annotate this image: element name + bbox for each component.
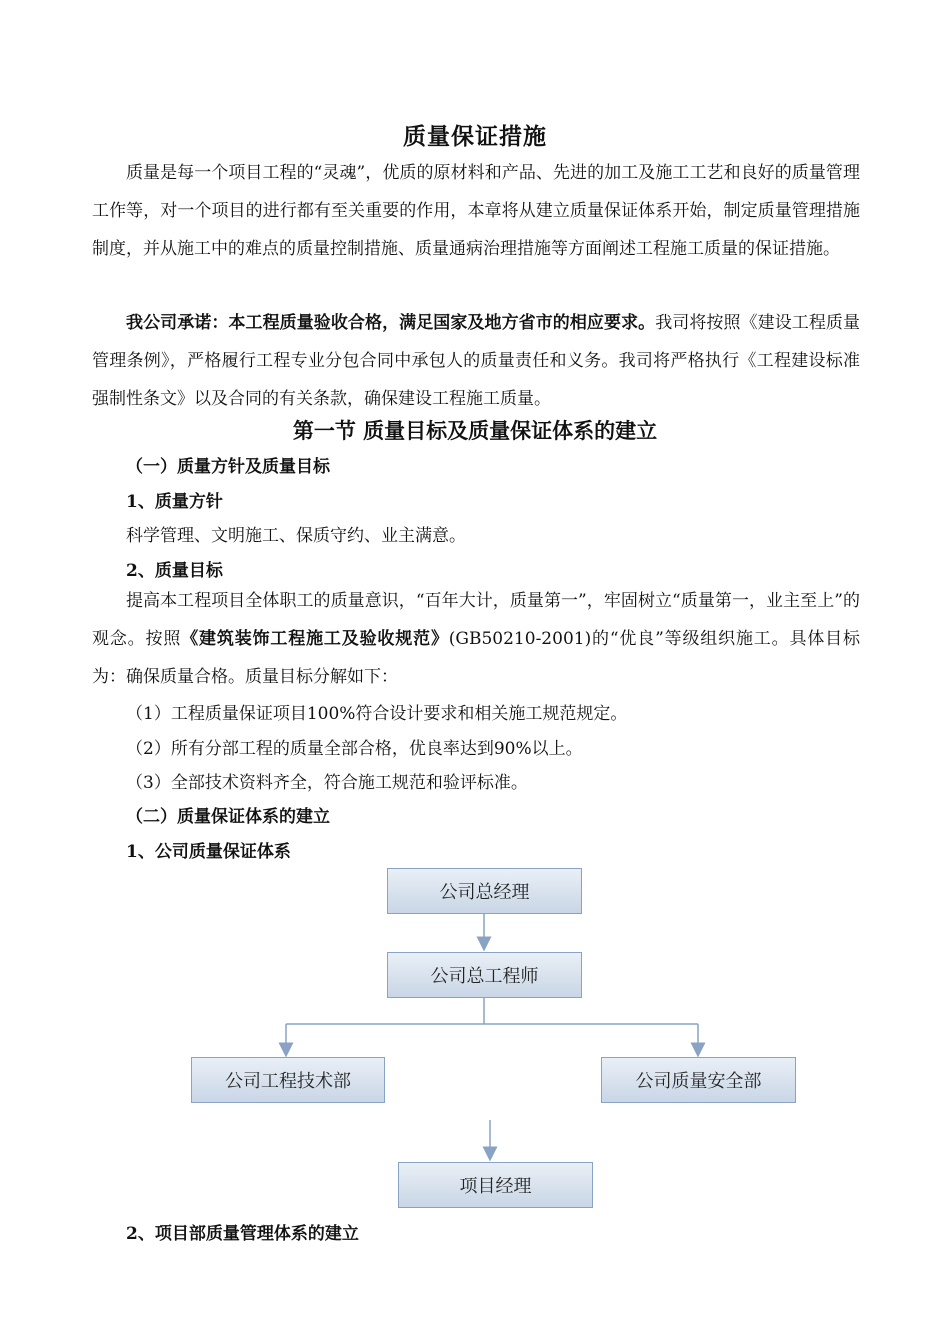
promise-text: 我司将按照《建设工程质量管理条例》，严格履行工程专业分包合同中承包人的质量责任和义务。我司将严格执行《工程建设标准强制性条文》以及合同的有关条款，确保建设工程施工质量。 [92, 313, 861, 409]
item-quality-policy: 1、质量方针 [126, 492, 223, 512]
org-box-project-manager: 项目经理 [398, 1162, 593, 1208]
goal-standard-name: 《建筑装饰工程施工及验收规范》 [181, 629, 449, 649]
item-company-system: 1、公司质量保证体系 [126, 842, 291, 862]
page-title: 质量保证措施 [403, 123, 547, 150]
goal-item: （2）所有分部工程的质量全部合格，优良率达到90%以上。 [126, 739, 583, 759]
org-box-chief-engineer: 公司总工程师 [387, 952, 582, 998]
subheading-policy-goals: （一）质量方针及质量目标 [126, 457, 330, 477]
promise-bold-text: 我公司承诺：本工程质量验收合格，满足国家及地方省市的相应要求。 [126, 313, 656, 333]
section-heading: 第一节 质量目标及质量保证体系的建立 [292, 418, 658, 443]
goal-item: （3）全部技术资料齐全，符合施工规范和验评标准。 [126, 773, 528, 793]
goal-item: （1）工程质量保证项目100%符合设计要求和相关施工规范规定。 [126, 704, 628, 724]
org-box-general-manager: 公司总经理 [387, 868, 582, 914]
org-box-quality-safety-dept: 公司质量安全部 [601, 1057, 796, 1103]
quality-policy-text: 科学管理、文明施工、保质守约、业主满意。 [126, 526, 466, 546]
intro-paragraph: 质量是每一个项目工程的“灵魂”，优质的原材料和产品、先进的加工及施工工艺和良好的质量管理工作等，对一个项目的进行都有至关重要的作用，本章将从建立质量保证体系开始，制定质量管理措施制度，并从施工中的难点的质量控制措施、质量通病治理措施等方面阐述工程施工质量的保证措施。 [92, 163, 860, 259]
org-box-technical-dept: 公司工程技术部 [191, 1057, 385, 1103]
subheading-assurance-system: （二）质量保证体系的建立 [126, 807, 330, 827]
goal-text-1: 提高本工程项目全体职工的质量意识，“百年大计，质量第一”，牢固树立“质量第一，业主至上”的观念。按照 [92, 591, 860, 649]
item-project-system: 2、项目部质量管理体系的建立 [126, 1224, 359, 1244]
item-quality-goals: 2、质量目标 [126, 561, 223, 581]
goal-text-2: (GB50210-2001)的“优良”等级组织施工。具体目标为：确保质量合格。质量目标分解如下： [92, 629, 861, 687]
